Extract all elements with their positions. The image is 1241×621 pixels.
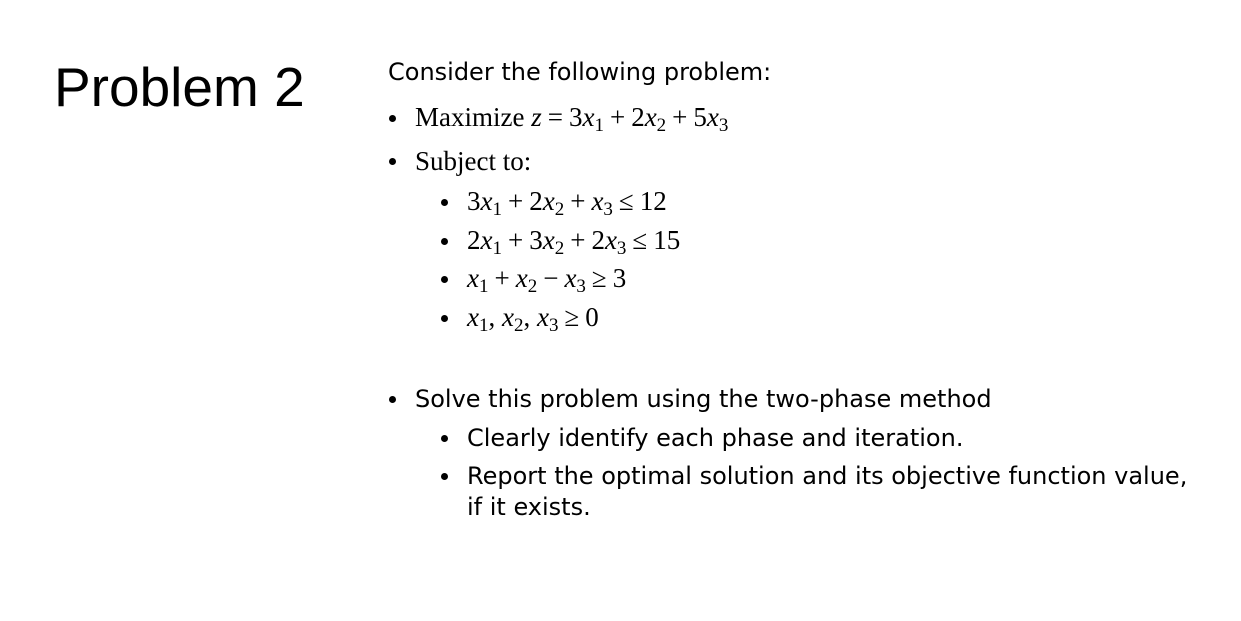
bullet (441, 315, 448, 322)
constraint-1: $3x_1 + 2x_2 + x_3 \le 12$ (467, 186, 667, 220)
bullet (441, 276, 448, 283)
bullet (441, 238, 448, 245)
constraint-4: $x_1$, $x_2$, $x_3 \ge 0$ (467, 302, 599, 336)
objective-variable: z (531, 102, 542, 132)
constraint-3: $x_1 + x_2 - x_3 \ge 3$ (467, 263, 627, 297)
constraint-2: $2x_1 + 3x_2 + 2x_3 \le 15$ (467, 225, 681, 259)
slide-title: Problem 2 (54, 56, 305, 118)
bullet (389, 158, 396, 165)
bullet (441, 473, 448, 480)
bullet (389, 396, 396, 403)
bullet (441, 199, 448, 206)
sub-instruction-2: Report the optimal solution and its objective function value, (467, 462, 1188, 490)
objective-label: Maximize (415, 102, 525, 132)
sub-instruction-1: Clearly identify each phase and iteration. (467, 424, 964, 452)
sub-instruction-2-continued: if it exists. (467, 493, 591, 521)
bullet (389, 115, 396, 122)
intro-text: Consider the following problem: (388, 58, 772, 86)
instruction-text: Solve this problem using the two-phase method (415, 385, 992, 413)
objective-line: Maximize $z = 3x_1 + 2x_2 + 5x_3$ (415, 102, 729, 136)
subject-to-label: Subject to: (415, 146, 532, 176)
bullet (441, 435, 448, 442)
